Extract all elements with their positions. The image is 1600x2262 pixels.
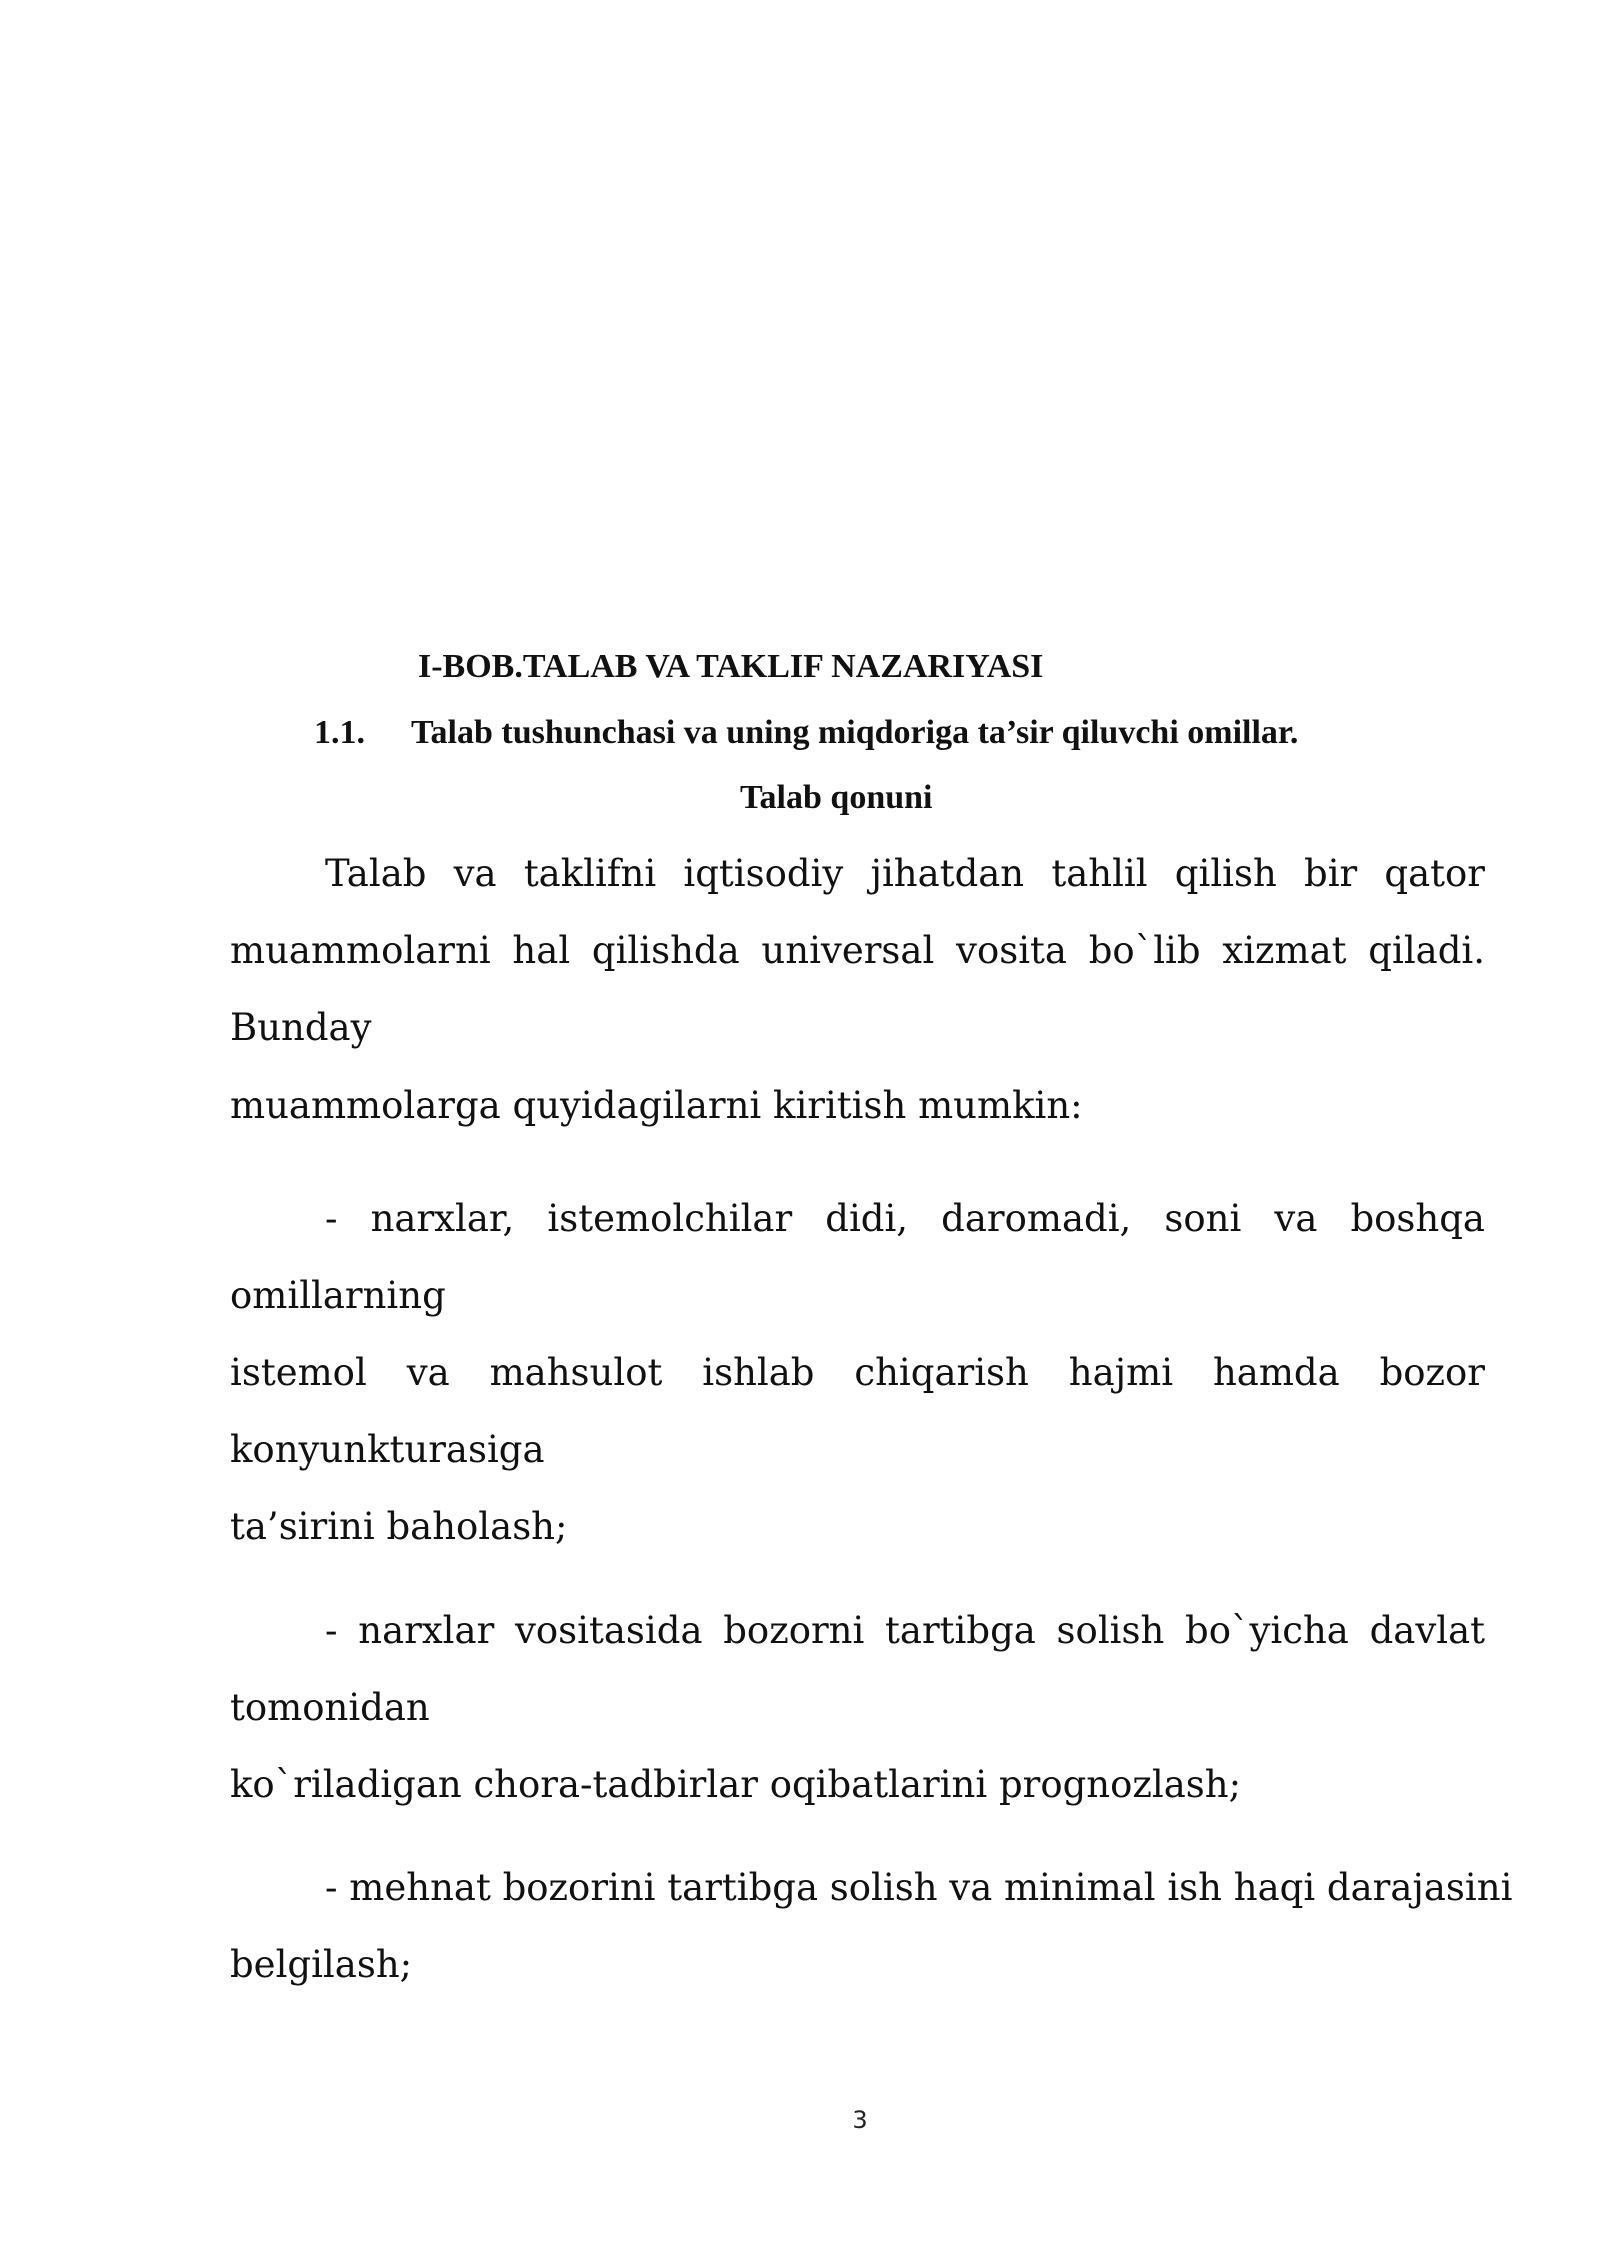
page-number: 3 [852,2106,868,2134]
paragraph-line: - mehnat bozorini tartibga solish va minimal ish haqi darajasini [325,1866,1513,1909]
paragraph-line: - narxlar vositasida bozorni tartibga solish bo`yicha davlat [325,1609,1485,1652]
paragraph-line: Talab va taklifni iqtisodiy jihatdan tahlil qilish bir qator [325,852,1485,895]
chapter-title: I-BOB.TALAB VA TAKLIF NAZARIYASI [418,648,1044,685]
paragraph-line: muammolarni hal qilishda universal vosita bo`lib xizmat qiladi. [230,929,1485,972]
list-item [230,1849,1513,2003]
paragraph-list-intro [230,1067,1485,1144]
list-item [230,1180,1485,1565]
section-title: Talab tushunchasi va uning miqdoriga ta’sir qiluvchi omillar. [411,714,1299,751]
paragraph-line: muammolarga quyidagilarni kiritish mumkin: [230,1084,1083,1127]
paragraph-line: ko`riladigan chora-tadbirlar oqibatlarini prognozlash; [230,1763,1242,1806]
paragraph-line: omillarning [230,1274,446,1317]
paragraph-line: istemol va mahsulot ishlab chiqarish hajmi hamda bozor [230,1351,1485,1394]
section-subtitle: Talab qonuni [740,779,933,816]
paragraph-line: konyunkturasiga [230,1428,545,1471]
paragraph-line: Bunday [230,1006,372,1049]
paragraph-line: ta’sirini baholash; [230,1505,568,1548]
paragraph-line: tomonidan [230,1686,430,1729]
list-item [230,1592,1485,1823]
section-number: 1.1. [314,714,365,751]
paragraph-line: - narxlar, istemolchilar didi, daromadi, soni va boshqa [325,1197,1485,1240]
paragraph-line: belgilash; [230,1943,413,1986]
paragraph-intro [230,835,1485,1066]
